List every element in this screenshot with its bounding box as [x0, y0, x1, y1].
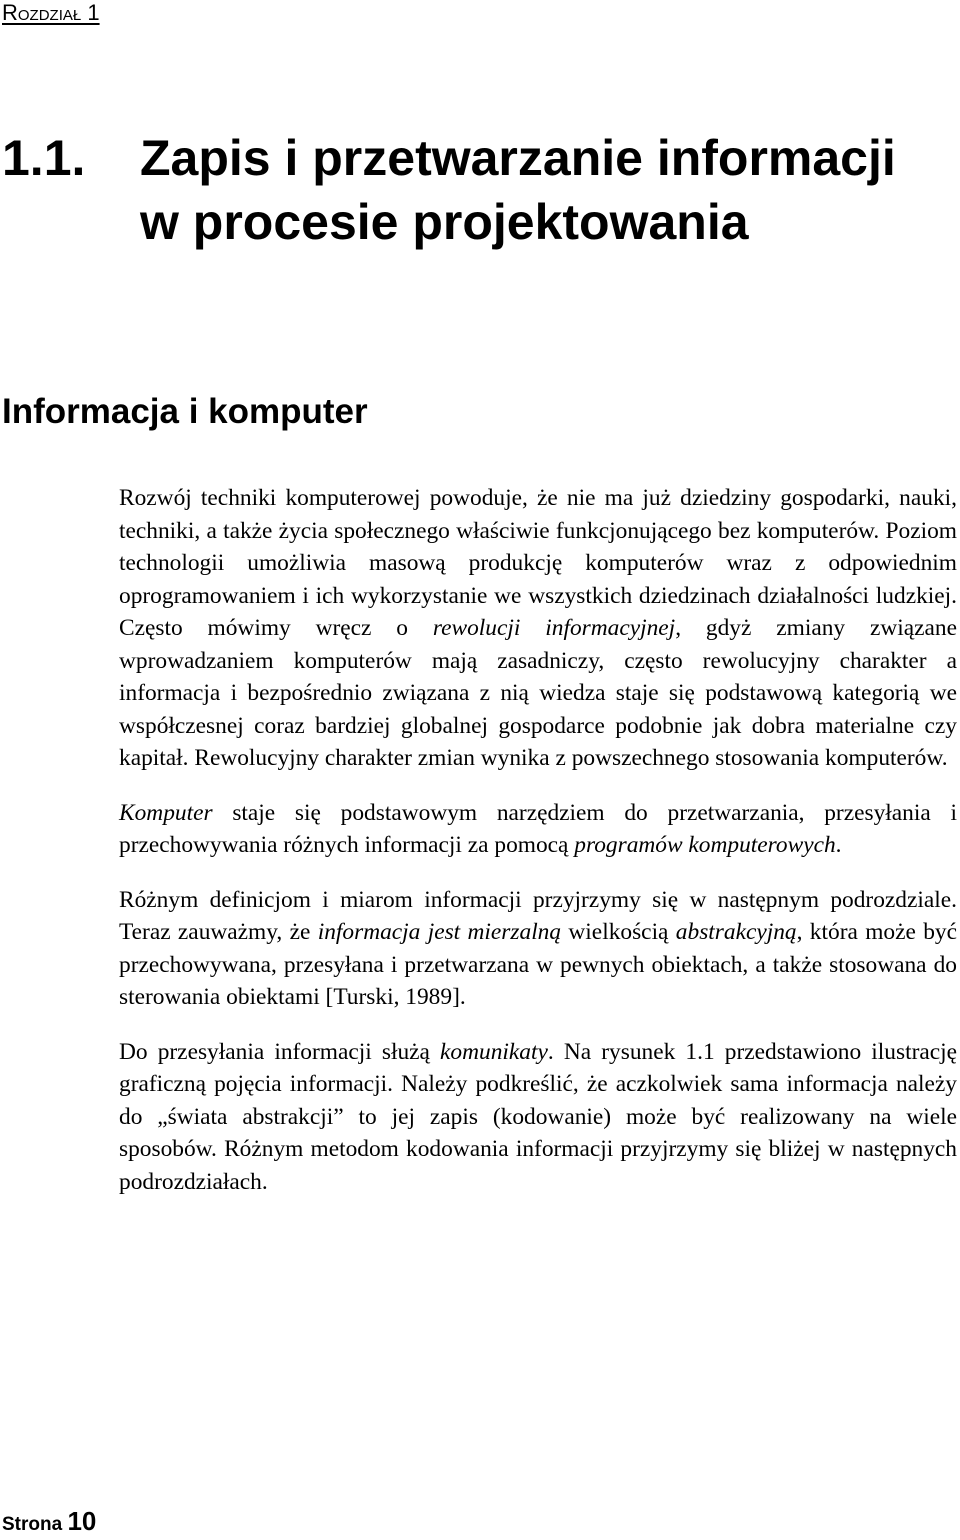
text-span: wielkością	[561, 919, 676, 945]
italic-term-komputer: Komputer	[119, 799, 213, 826]
text-span: staje się podstawowym narzędziem do przetwarzania, przesyłania i przechowywania różnych informacji za pomocą	[119, 799, 957, 858]
italic-term-rewolucji-informacyjnej: rewolucji informacyjnej	[432, 615, 676, 641]
text-span: , gdyż zmiany związane wprowadzaniem komputerów mają zasadniczy, często rewolucyjny charakter a informacja i bezpośrednio związana z nią wiedza staje się podstawową kategorią we współczesnej coraz bardziej globalnej gospodarce podobnie jak dobra materialne czy kapitał. Rewolucyjny charakter zmian wynika z powszechnego stosowania komputerów.	[119, 615, 957, 771]
text-span: , która może być przechowywana, przesyłana i przetwarzana w pewnych obiektach, a także stosowana do sterowania obiektami [Turski, 1989].	[119, 919, 957, 1010]
italic-term-komunikaty: komunikaty	[440, 1038, 548, 1065]
paragraph-2	[119, 797, 957, 862]
body-text	[119, 482, 957, 1220]
running-header-chapter-link[interactable]: Rozdział 1	[2, 0, 100, 25]
text-span: Rozwój techniki komputerowej powoduje, że nie ma już dziedziny gospodarki, nauki, techniki, a także życia społecznego właściwie funkcjonującego bez komputerów. Poziom technologii umożliwia masową produkcję komputerów wraz z odpowiednim oprogramowaniem i ich wykorzystanie we wszystkich dziedzinach działalności ludzkiej. Często mówimy wręcz o	[119, 485, 957, 641]
chapter-title	[2, 126, 902, 254]
paragraph-1	[119, 482, 957, 775]
italic-term-abstrakcyjna: abstrakcyjną	[675, 919, 797, 945]
text-span: Do przesyłania informacji służą	[119, 1038, 441, 1065]
page-footer	[2, 1506, 96, 1540]
paragraph-4	[119, 1036, 957, 1199]
chapter-title-text: Zapis i przetwarzanie informacji w procesie projektowania	[140, 130, 896, 250]
text-span: . Na rysunek 1.1 przedstawiono ilustrację graficzną pojęcia informacji. Należy podkreślić, że aczkolwiek sama informacja należy do „świata abstrakcji” to jej zapis (kodowanie) może być realizowany na wiele sposobów. Różnym metodom kodowania informacji przyjrzymy się bliżej w następnych podrozdziałach.	[119, 1038, 957, 1195]
paragraph-3	[119, 884, 957, 1014]
section-title: Informacja i komputer	[2, 392, 368, 431]
page-number: 10	[67, 1506, 97, 1536]
chapter-number: 1.1.	[2, 130, 86, 186]
page-label: Strona	[2, 1514, 63, 1535]
text-span: .	[835, 832, 842, 858]
italic-term-informacja-mierzalna: informacja jest mierzalną	[317, 919, 562, 945]
text-span: Różnym definicjom i miarom informacji przyjrzymy się w następnym podrozdziale. Teraz zauważmy, że	[119, 886, 957, 945]
italic-term-programow-komputerowych: programów komputerowych	[574, 832, 836, 858]
